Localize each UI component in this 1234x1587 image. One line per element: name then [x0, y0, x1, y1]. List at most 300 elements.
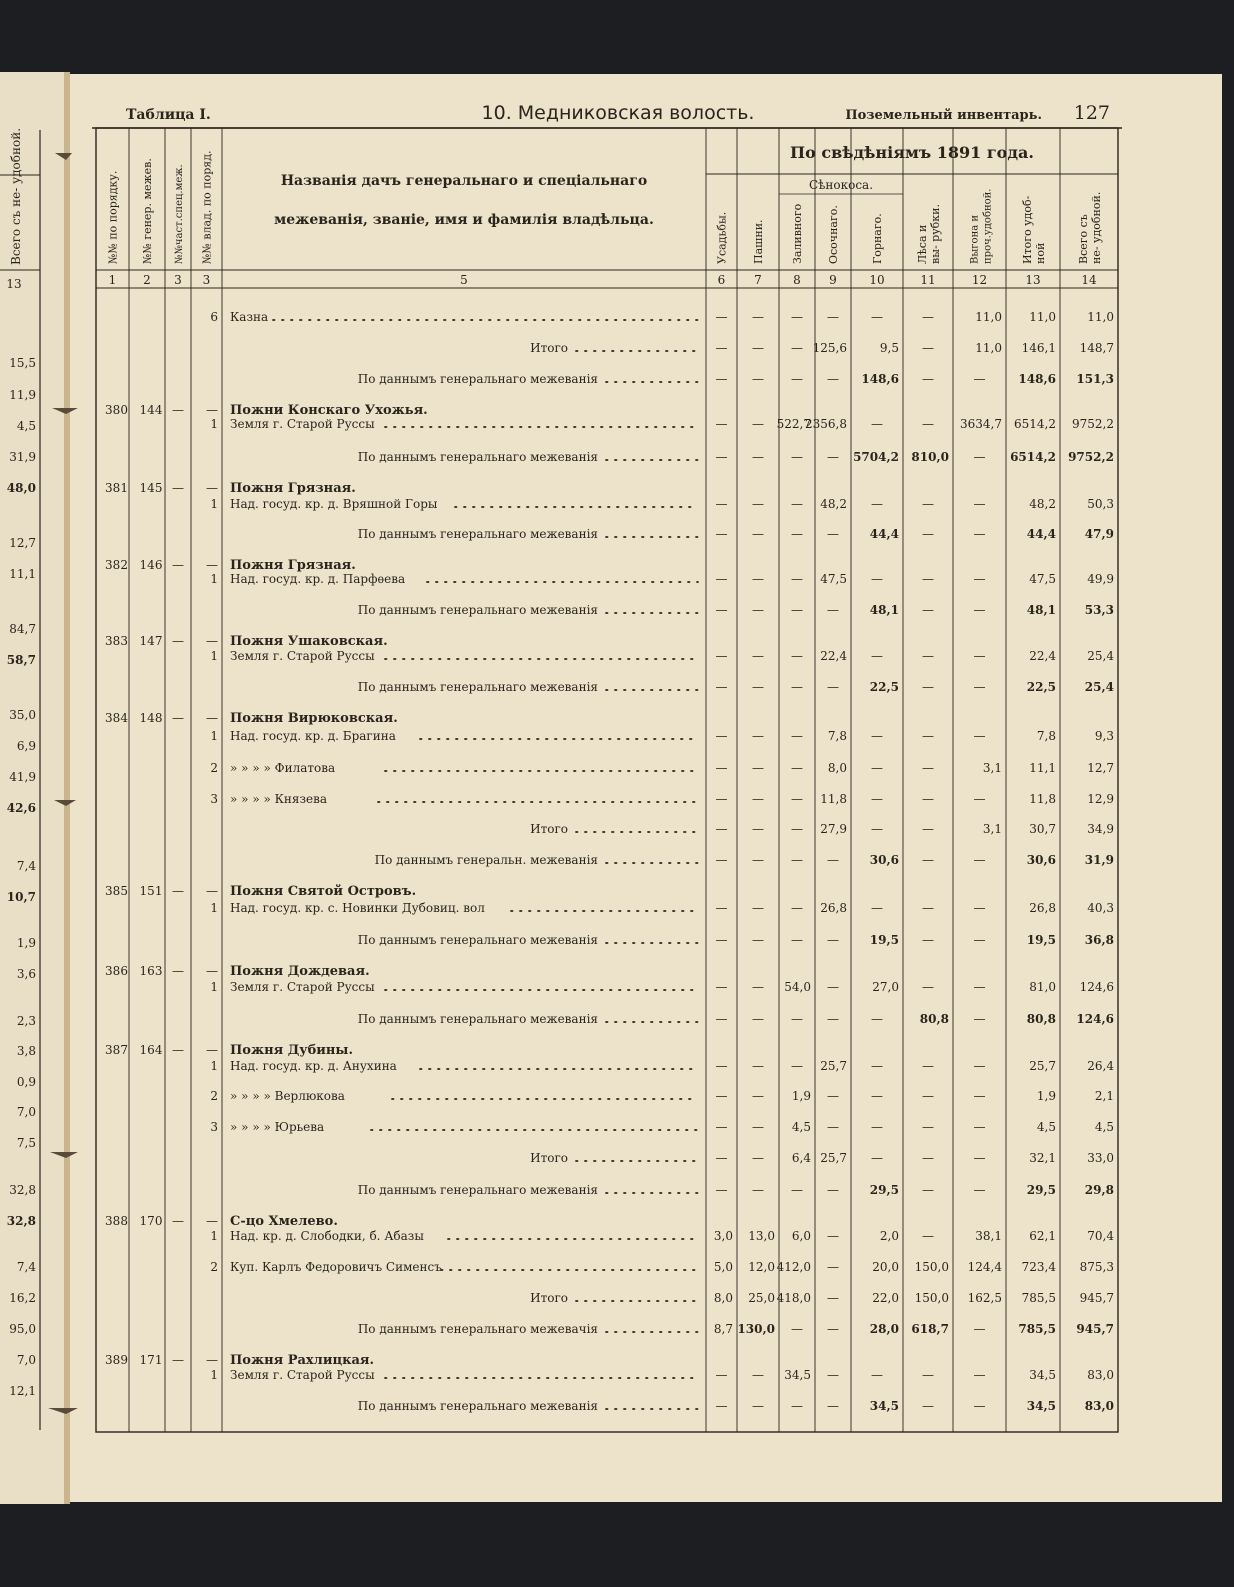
row-value: 29,5	[869, 1183, 899, 1197]
row-value: —	[827, 1120, 839, 1134]
row-value: 25,7	[820, 1059, 847, 1073]
row-special-number: —	[172, 1353, 184, 1367]
row-value: —	[922, 792, 934, 806]
row-value: —	[715, 372, 728, 386]
row-value: 12,0	[748, 1260, 775, 1274]
left-page-value: 3,8	[16, 1044, 36, 1058]
row-value: —	[791, 933, 803, 947]
table-row	[105, 403, 428, 418]
row-value: —	[791, 310, 803, 324]
row-value: —	[715, 980, 728, 994]
row-value: 124,4	[967, 1260, 1002, 1274]
row-value: —	[715, 1399, 728, 1413]
row-value: 48,1	[869, 603, 899, 617]
row-value: 26,8	[820, 901, 847, 915]
row-value: 4,5	[791, 1120, 811, 1134]
row-value: 34,5	[784, 1368, 811, 1382]
col-header-name-line2: межеванія, званіе, имя и фамилія владѣльца.	[274, 212, 654, 228]
row-value: —	[791, 729, 803, 743]
row-value: —	[752, 1368, 764, 1382]
row-value: —	[752, 1120, 764, 1134]
row-value: 11,0	[1029, 310, 1056, 324]
row-name: По даннымъ генеральнаго межевачія	[357, 1322, 598, 1336]
row-value: 148,7	[1079, 341, 1114, 355]
row-value: 22,5	[869, 680, 899, 694]
row-value: —	[752, 1183, 764, 1197]
left-page-column-number: 13	[6, 277, 22, 291]
row-special-number: —	[172, 1043, 184, 1057]
row-value: —	[827, 933, 839, 947]
row-value: —	[715, 1059, 728, 1073]
row-value: —	[871, 497, 883, 511]
row-value: —	[871, 1151, 883, 1165]
row-value: —	[752, 417, 764, 431]
row-value: 33,0	[1087, 1151, 1114, 1165]
row-value: —	[871, 310, 883, 324]
row-name: Итого	[530, 341, 568, 355]
row-value: 723,4	[1021, 1260, 1056, 1274]
row-value: —	[752, 761, 764, 775]
row-value: 412,0	[776, 1260, 811, 1274]
row-value: 151,3	[1076, 372, 1114, 386]
row-value: 8,0	[713, 1291, 733, 1305]
column-number-12: 12	[971, 273, 988, 287]
row-value: 31,9	[1084, 853, 1114, 867]
row-order-number: 385	[105, 884, 128, 898]
row-value: 945,7	[1079, 1291, 1114, 1305]
row-value: —	[791, 450, 803, 464]
row-name: По даннымъ генеральнаго межеванія	[357, 1012, 598, 1026]
row-value: —	[871, 572, 883, 586]
left-page-value: 32,8	[9, 1183, 36, 1197]
column-number-4: 3	[202, 273, 211, 287]
row-owner-number: —	[206, 634, 218, 648]
row-value: —	[922, 1059, 934, 1073]
row-value: —	[922, 310, 934, 324]
row-name: Пожня Ушаковская.	[230, 634, 388, 649]
row-value: —	[827, 372, 839, 386]
col-header-general: №№ генер. межев.	[141, 158, 154, 264]
row-value: 5,0	[713, 1260, 733, 1274]
row-value: —	[715, 341, 728, 355]
row-value: —	[973, 1089, 986, 1103]
row-value: —	[715, 572, 728, 586]
col-header-arable: Пашни.	[752, 219, 765, 264]
row-value: —	[973, 372, 986, 386]
row-value: —	[827, 450, 839, 464]
row-owner-number: 1	[210, 1368, 218, 1382]
row-value: —	[871, 792, 883, 806]
row-value: —	[752, 649, 764, 663]
row-value: 22,4	[1029, 649, 1056, 663]
row-value: 38,1	[975, 1229, 1002, 1243]
header-center: 10. Медниковская волость.	[481, 102, 755, 124]
row-value: —	[752, 980, 764, 994]
row-value: 25,7	[1029, 1059, 1056, 1073]
row-value: 49,9	[1087, 572, 1114, 586]
row-value: —	[752, 450, 764, 464]
row-value: —	[752, 603, 764, 617]
row-value: 83,0	[1087, 1368, 1114, 1382]
row-value: —	[871, 822, 883, 836]
row-value: —	[922, 729, 934, 743]
left-page-value: 84,7	[9, 622, 36, 636]
row-name: Куп. Карлъ Федоровичъ Сименсъ	[230, 1260, 442, 1274]
left-page-value: 11,9	[9, 388, 36, 402]
row-owner-number: 1	[210, 901, 218, 915]
row-value: 7,8	[1036, 729, 1056, 743]
row-name: Над. кр. д. Слободки, б. Абазы	[230, 1229, 424, 1243]
row-value: 29,8	[1084, 1183, 1114, 1197]
row-value: 25,7	[820, 1151, 847, 1165]
row-name: Над. госуд. кр. д. Анухина	[230, 1059, 397, 1073]
row-value: —	[791, 680, 803, 694]
row-value: —	[922, 1183, 934, 1197]
row-name: Итого	[530, 822, 568, 836]
row-value: 28,0	[869, 1322, 899, 1336]
row-owner-number: 1	[210, 497, 218, 511]
left-page-value: 32,8	[6, 1214, 36, 1228]
row-owner-number: —	[206, 558, 218, 572]
row-order-number: 384	[105, 711, 128, 725]
row-value: 34,5	[869, 1399, 899, 1413]
table-row	[105, 1043, 353, 1058]
row-owner-number: —	[206, 884, 218, 898]
row-value: —	[752, 572, 764, 586]
row-value: —	[871, 417, 883, 431]
row-value: 9752,2	[1072, 417, 1114, 431]
row-owner-number: —	[206, 403, 218, 417]
row-special-number: —	[172, 964, 184, 978]
row-value: 70,4	[1087, 1229, 1114, 1243]
row-name: Пожня Дубины.	[230, 1043, 353, 1058]
row-value: —	[922, 853, 934, 867]
left-page-value: 95,0	[9, 1322, 36, 1336]
row-value: —	[715, 822, 728, 836]
row-value: —	[973, 450, 986, 464]
row-value: 30,7	[1029, 822, 1056, 836]
row-owner-number: 1	[210, 729, 218, 743]
row-value: —	[752, 933, 764, 947]
row-value: —	[922, 1399, 934, 1413]
table-row	[105, 884, 416, 899]
row-value: 150,0	[914, 1260, 949, 1274]
row-value: —	[973, 1151, 986, 1165]
row-value: 148,6	[861, 372, 899, 386]
row-value: —	[752, 901, 764, 915]
row-owner-number: 3	[210, 1120, 218, 1134]
row-value: 26,4	[1087, 1059, 1114, 1073]
row-value: —	[752, 1012, 764, 1026]
row-value: 3,1	[982, 822, 1002, 836]
col-header-owner: №№ влад. по поряд.	[200, 150, 214, 264]
row-value: 1,9	[791, 1089, 811, 1103]
row-general-number: 163	[139, 964, 163, 978]
row-value: —	[922, 933, 934, 947]
left-page-value: 16,2	[9, 1291, 36, 1305]
row-value: —	[715, 310, 728, 324]
row-name: Над. госуд. кр. д. Вряшной Горы	[230, 497, 438, 511]
row-name: По даннымъ генеральнаго межеванія	[357, 603, 598, 617]
row-value: 146,1	[1021, 341, 1056, 355]
row-general-number: 145	[139, 481, 163, 495]
row-name: Пожня Вирюковская.	[230, 711, 398, 726]
row-general-number: 171	[139, 1353, 163, 1367]
col-header-name-line1: Названія дачъ генеральнаго и спеціальнаго	[280, 173, 648, 189]
row-value: —	[827, 980, 839, 994]
row-value: —	[871, 1368, 883, 1382]
row-value: 48,2	[1029, 497, 1056, 511]
row-value: —	[827, 1399, 839, 1413]
row-value: —	[715, 1089, 728, 1103]
row-value: —	[791, 572, 803, 586]
row-value: 48,1	[1026, 603, 1056, 617]
row-owner-number: 2	[210, 1089, 218, 1103]
row-owner-number: —	[206, 481, 218, 495]
row-special-number: —	[172, 558, 184, 572]
row-value: —	[791, 1012, 803, 1026]
row-name: По даннымъ генеральнаго межеванія	[357, 527, 598, 541]
row-value: —	[827, 603, 839, 617]
row-value: 34,5	[1029, 1368, 1056, 1382]
row-value: 785,5	[1021, 1291, 1056, 1305]
row-name: Земля г. Старой Руссы	[230, 417, 375, 431]
row-value: —	[827, 527, 839, 541]
row-value: —	[715, 792, 728, 806]
row-value: —	[715, 1120, 728, 1134]
row-value: 3634,7	[960, 417, 1002, 431]
row-value: 81,0	[1029, 980, 1056, 994]
column-number-8: 8	[793, 273, 801, 287]
row-value: —	[973, 1059, 986, 1073]
hay-group-header: Сѣнокоса.	[808, 178, 874, 192]
row-name: Итого	[530, 1291, 568, 1305]
row-value: 9752,2	[1068, 450, 1114, 464]
row-value: 44,4	[1026, 527, 1056, 541]
column-number-13: 13	[1025, 273, 1041, 287]
row-value: 13,0	[748, 1229, 775, 1243]
col-header-pasture-line2: проч.удобной.	[982, 188, 994, 264]
row-general-number: 144	[139, 403, 163, 417]
left-page-value: 10,7	[6, 890, 36, 904]
row-value: 11,8	[820, 792, 847, 806]
row-value: —	[791, 901, 803, 915]
row-value: —	[871, 729, 883, 743]
left-page-value: 15,5	[9, 356, 36, 370]
row-name: » » » » Верлюкова	[230, 1089, 345, 1103]
column-number-10: 10	[869, 273, 885, 287]
row-value: 11,8	[1029, 792, 1056, 806]
row-value: 80,8	[1026, 1012, 1056, 1026]
row-value: 83,0	[1084, 1399, 1114, 1413]
row-value: —	[922, 603, 934, 617]
row-general-number: 164	[139, 1043, 163, 1057]
col-header-special: №№част.спец.меж.	[174, 164, 185, 264]
row-value: 40,3	[1087, 901, 1114, 915]
left-page-value: 2,3	[16, 1014, 36, 1028]
row-name: По даннымъ генеральнаго межеванія	[357, 1183, 598, 1197]
row-value: 2,1	[1094, 1089, 1114, 1103]
row-owner-number: —	[206, 1043, 218, 1057]
row-value: 62,1	[1029, 1229, 1056, 1243]
row-value: —	[973, 980, 986, 994]
row-value: 11,1	[1029, 761, 1056, 775]
row-value: —	[715, 649, 728, 663]
row-value: —	[752, 853, 764, 867]
row-value: —	[871, 1089, 883, 1103]
column-number-14: 14	[1081, 273, 1097, 287]
column-number-9: 9	[829, 273, 837, 287]
row-value: —	[922, 680, 934, 694]
row-value: 522,7	[776, 417, 811, 431]
row-value: —	[715, 853, 728, 867]
row-value: —	[715, 527, 728, 541]
row-value: —	[973, 1120, 986, 1134]
row-name: По даннымъ генеральнаго межеванія	[357, 1399, 598, 1413]
table-row	[105, 558, 356, 573]
row-value: —	[922, 1151, 934, 1165]
row-general-number: 170	[139, 1214, 163, 1228]
row-value: 30,6	[869, 853, 899, 867]
row-name: Над. госуд. кр. с. Новинки Дубовиц. вол	[230, 901, 485, 915]
left-page-value: 11,1	[9, 567, 36, 581]
row-value: 810,0	[911, 450, 949, 464]
row-value: —	[752, 1089, 764, 1103]
row-value: 22,0	[872, 1291, 899, 1305]
row-value: 945,7	[1076, 1322, 1114, 1336]
row-value: —	[827, 1089, 839, 1103]
row-value: 8,7	[713, 1322, 733, 1336]
row-name: Над. госуд. кр. д. Парфѳева	[230, 572, 406, 586]
row-value: 4,5	[1094, 1120, 1114, 1134]
row-value: 7,8	[827, 729, 847, 743]
row-value: —	[973, 572, 986, 586]
row-value: 54,0	[784, 980, 811, 994]
row-value: —	[791, 527, 803, 541]
row-value: —	[973, 853, 986, 867]
row-owner-number: 2	[210, 761, 218, 775]
row-order-number: 380	[105, 403, 128, 417]
row-value: —	[752, 680, 764, 694]
row-value: —	[752, 792, 764, 806]
row-value: —	[973, 603, 986, 617]
row-value: 6,0	[791, 1229, 811, 1243]
row-value: —	[791, 792, 803, 806]
left-page-value: 12,1	[9, 1384, 36, 1398]
column-number-7: 7	[754, 273, 762, 287]
row-value: —	[715, 450, 728, 464]
row-value: —	[715, 417, 728, 431]
page-number: 127	[1073, 102, 1110, 124]
row-value: 5704,2	[853, 450, 899, 464]
row-value: —	[922, 649, 934, 663]
left-page-value: 41,9	[9, 770, 36, 784]
col-header-order: №№ по порядку.	[106, 170, 120, 264]
row-order-number: 387	[105, 1043, 128, 1057]
row-name: Земля г. Старой Руссы	[230, 649, 375, 663]
row-order-number: 383	[105, 634, 128, 648]
row-value: —	[715, 680, 728, 694]
row-value: —	[973, 1012, 986, 1026]
row-name: » » » » Филатова	[230, 761, 336, 775]
table-row	[105, 711, 398, 726]
row-value: 11,0	[975, 341, 1002, 355]
row-name: Пожня Рахлицкая.	[230, 1353, 375, 1368]
row-value: 785,5	[1018, 1322, 1056, 1336]
row-value: —	[973, 1183, 986, 1197]
left-page-value: 1,9	[16, 936, 36, 950]
row-value: —	[922, 822, 934, 836]
row-value: 12,7	[1087, 761, 1114, 775]
row-value: 162,5	[967, 1291, 1002, 1305]
row-value: 34,5	[1026, 1399, 1056, 1413]
row-name: Итого	[530, 1151, 568, 1165]
row-value: —	[791, 1183, 803, 1197]
col-header-pasture: Выгона и	[969, 214, 981, 264]
row-value: 6514,2	[1010, 450, 1056, 464]
row-value: 44,4	[869, 527, 899, 541]
header-right: Поземельный инвентарь.	[845, 108, 1042, 123]
table-row	[105, 634, 388, 649]
row-value: —	[827, 1291, 839, 1305]
row-value: —	[922, 1089, 934, 1103]
left-page-value: 42,6	[6, 801, 36, 815]
row-value: —	[791, 1322, 803, 1336]
row-owner-number: —	[206, 1214, 218, 1228]
row-owner-number: 1	[210, 417, 218, 431]
left-page-value: 4,5	[16, 419, 36, 433]
row-value: —	[922, 341, 934, 355]
row-value: 25,4	[1087, 649, 1114, 663]
row-value: —	[791, 341, 803, 355]
row-value: —	[715, 1183, 728, 1197]
row-value: —	[752, 1059, 764, 1073]
row-order-number: 388	[105, 1214, 128, 1228]
row-owner-number: 3	[210, 792, 218, 806]
row-value: —	[827, 853, 839, 867]
row-value: 47,5	[820, 572, 847, 586]
row-value: —	[791, 372, 803, 386]
row-value: —	[922, 572, 934, 586]
row-value: —	[752, 310, 764, 324]
col-header-estate: Усадьбы.	[715, 211, 729, 264]
row-general-number: 148	[139, 711, 163, 725]
column-number-6: 6	[717, 273, 726, 287]
row-owner-number: 1	[210, 649, 218, 663]
row-value: —	[973, 1368, 986, 1382]
row-value: 25,0	[748, 1291, 775, 1305]
row-value: 125,6	[812, 341, 847, 355]
row-value: 47,9	[1084, 527, 1114, 541]
row-value: —	[973, 1399, 986, 1413]
row-order-number: 389	[105, 1353, 128, 1367]
row-value: 34,9	[1087, 822, 1114, 836]
column-number-1: 1	[108, 273, 117, 287]
row-value: 53,3	[1084, 603, 1114, 617]
row-value: 19,5	[1026, 933, 1056, 947]
row-value: 11,0	[975, 310, 1002, 324]
row-owner-number: 1	[210, 1229, 218, 1243]
row-value: —	[715, 1012, 728, 1026]
row-value: 130,0	[737, 1322, 775, 1336]
row-value: —	[922, 497, 934, 511]
row-owner-number: —	[206, 1353, 218, 1367]
row-owner-number: 6	[210, 310, 218, 324]
row-owner-number: —	[206, 964, 218, 978]
col-header-total-line2: не- удобной.	[1090, 191, 1103, 264]
row-value: —	[791, 822, 803, 836]
row-value: —	[715, 729, 728, 743]
